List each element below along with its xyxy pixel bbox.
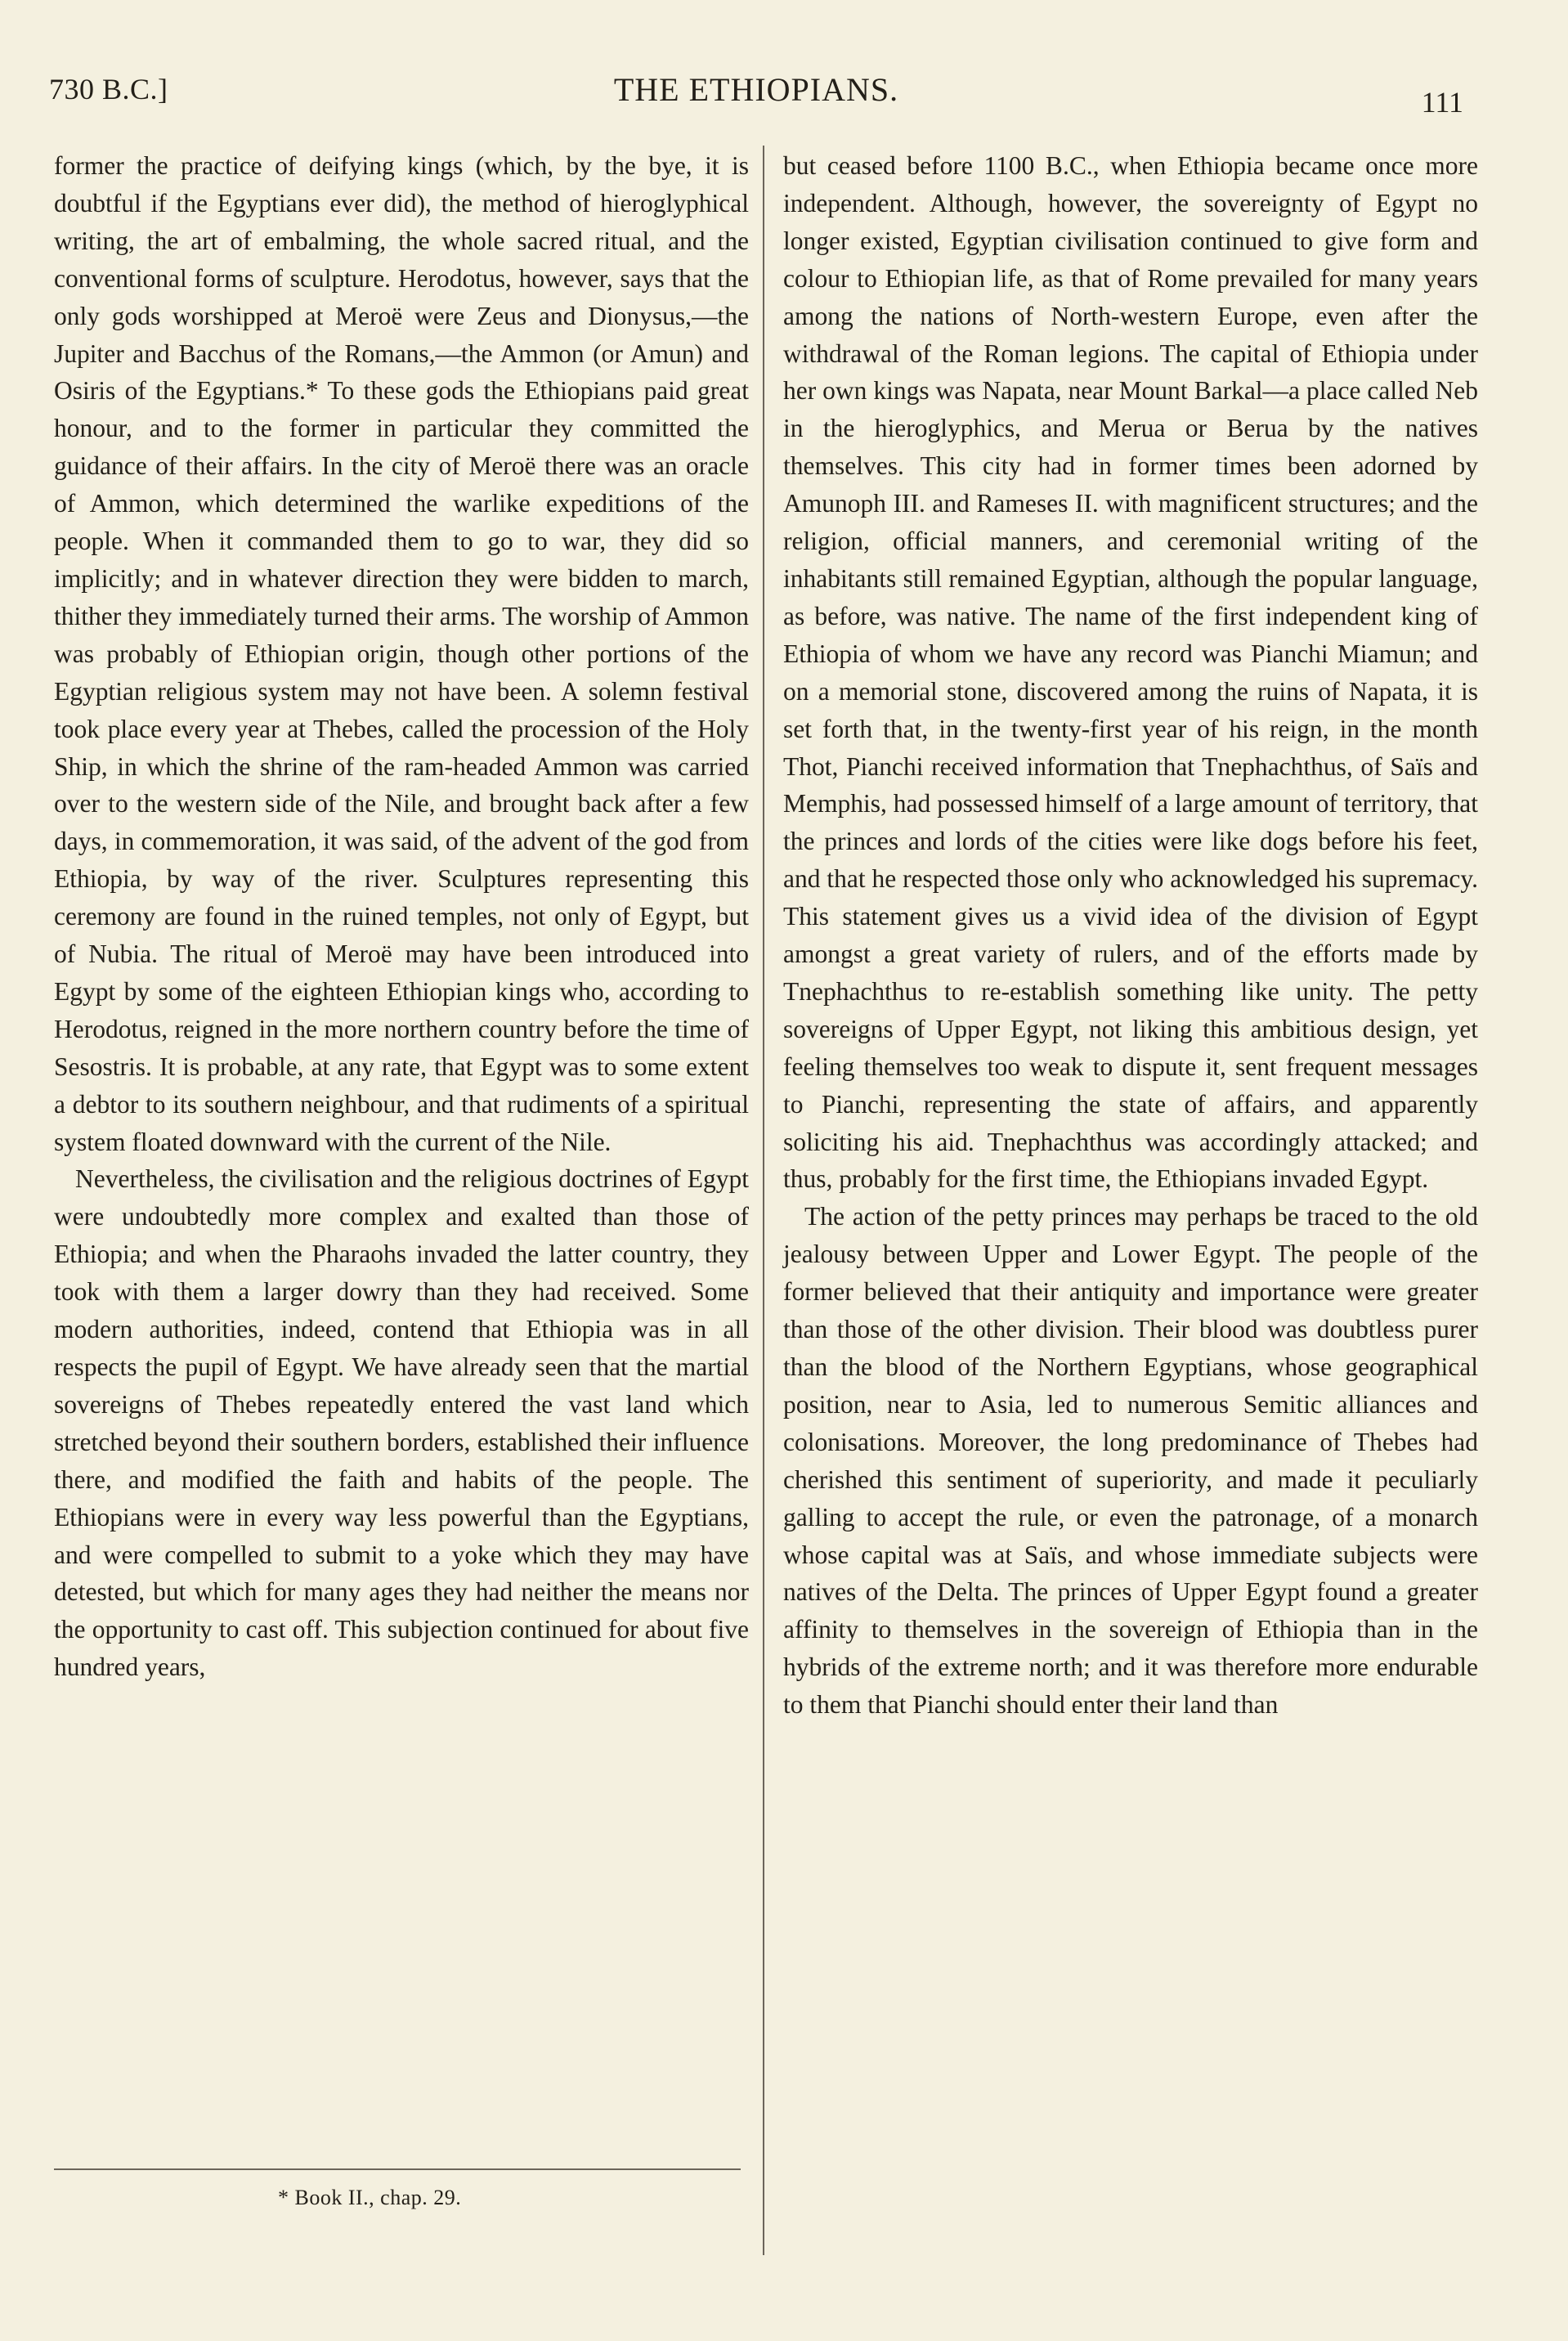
paragraph: The action of the petty princes may perhaps be traced to the old jealousy between Upper and Lower Egypt. The people of the former believed that their antiquity and importance were greater than those of the other division. Their blood was doubtless purer than the blood of the Northern Egyptians, whose geographical position, near to Asia, led to numerous Semitic alliances and colonisations. Moreover, the long predominance of Thebes had cherished this sentiment of superiority, and made it peculiarly galling to accept the rule, or even the patronage, of a monarch whose capital was at Saïs, and whose immediate subjects were natives of the Delta. The princes of Upper Egypt found a greater affinity to themselves in the sovereign of Ethiopia than in the hybrids of the extreme north; and it was therefore more endurable to them that Pianchi should enter their land than bbox=[783, 1202, 1478, 1720]
footnote-rule bbox=[54, 2168, 741, 2170]
column-divider bbox=[763, 146, 764, 2255]
page-number: 111 bbox=[1421, 86, 1463, 119]
header-title: THE ETHIOPIANS. bbox=[613, 71, 899, 108]
right-column bbox=[783, 147, 1478, 1724]
paragraph: former the practice of deifying kings (which, by the bye, it is doubtful if the Egyptians ever did), the method of hieroglyphical writing, the art of embalming, the whole sacred ritual, and the conventional forms of sculpture. Herodotus, however, says that the only gods worshipped at Meroë were Zeus and Dionysus,—the Jupiter and Bacchus of the Romans,—the Ammon (or Amun) and Osiris of the Egyptians.* To these gods the Ethiopians paid great honour, and to the former in particular they committed the guidance of their affairs. In the city of Meroë there was an oracle of Ammon, which determined the warlike expeditions of the people. When it commanded them to go to war, they did so implicitly; and in whatever direction they were bidden to march, thither they immediately turned their arms. The worship of Ammon was probably of Ethiopian origin, though other portions of the Egyptian religious system may not have been. A solemn festival took place every year at Thebes, called the procession of the Holy Ship, in which the shrine of the ram-headed Ammon was carried over to the western side of the Nile, and brought back after a few days, in commemoration, it was said, of the advent of the god from Ethiopia, by way of the river. Sculptures representing this ceremony are found in the ruined temples, not only of Egypt, but of Nubia. The ritual of Meroë may have been introduced into Egypt by some of the eighteen Ethiopian kings who, according to Herodotus, reigned in the more northern country before the time of Sesostris. It is probable, at any rate, that Egypt was to some extent a debtor to its southern neighbour, and that rudiments of a spiritual system floated downward with the current of the Nile. bbox=[54, 151, 749, 1156]
paragraph: Nevertheless, the civilisation and the religious doctrines of Egypt were undoubtedly more complex and exalted than those of Ethiopia; and when the Pharaohs invaded the latter country, they took with them a larger dowry than they had received. Some modern authorities, indeed, contend that Ethiopia was in all respects the pupil of Egypt. We have already seen that the martial sovereigns of Thebes repeatedly entered the vast land which stretched beyond their southern borders, established their influence there, and modified the faith and habits of the people. The Ethiopians were in every way less powerful than the Egyptians, and were compelled to submit to a yoke which they may have detested, but which for many ages they had neither the means nor the opportunity to cast off. This subjection continued for about five hundred years, bbox=[54, 1164, 749, 1682]
left-column bbox=[54, 147, 749, 1686]
footnote: * Book II., chap. 29. bbox=[278, 2186, 462, 2209]
paragraph: but ceased before 1100 B.C., when Ethiopia became once more independent. Although, however, the sovereignty of Egypt no longer existed, Egyptian civilisation continued to give form and colour to Ethiopian life, as that of Rome prevailed for many years among the nations of North-western Europe, even after the withdrawal of the Roman legions. The capital of Ethiopia under her own kings was Napata, near Mount Barkal—a place called Neb in the hieroglyphics, and Merua or Berua by the natives themselves. This city had in former times been adorned by Amunoph III. and Rameses II. with magnificent structures; and the religion, official manners, and ceremonial writing of the inhabitants still remained Egyptian, although the popular language, as before, was native. The name of the first independent king of Ethiopia of whom we have any record was Pianchi Miamun; and on a memorial stone, discovered among the ruins of Napata, it is set forth that, in the twenty-first year of his reign, in the month Thot, Pianchi received information that Tnephachthus, of Saïs and Memphis, had possessed himself of a large amount of territory, that the princes and lords of the cities were like dogs before his feet, and that he respected those only who acknowledged his supremacy. This statement gives us a vivid idea of the division of Egypt amongst a great variety of rulers, and of the efforts made by Tnephachthus to re-establish something like unity. The petty sovereigns of Upper Egypt, not liking this ambitious design, yet feeling themselves too weak to dispute it, sent frequent messages to Pianchi, representing the state of affairs, and apparently soliciting his aid. Tnephachthus was accordingly attacked; and thus, probably for the first time, the Ethiopians invaded Egypt. bbox=[783, 151, 1478, 1194]
running-header bbox=[49, 67, 1463, 124]
header-date: 730 B.C.] bbox=[49, 73, 168, 105]
